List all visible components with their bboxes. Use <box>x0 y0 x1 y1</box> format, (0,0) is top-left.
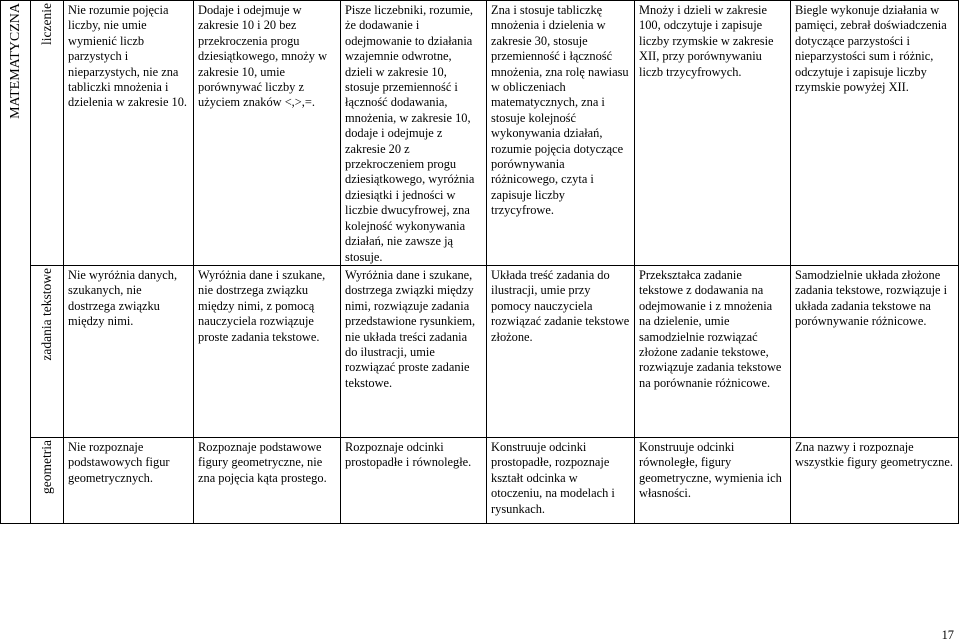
table-row <box>1 265 959 437</box>
grade-cell <box>487 265 635 437</box>
grade-cell <box>635 437 791 523</box>
cell-text: Rozpoznaje odcinki prostopadłe i równoległe. <box>345 439 472 470</box>
cell-text: Przekształca zadanie tekstowe z dodawania na odejmowanie i z mnożenia na dzielenie, umie samodzielnie rozwiązać złożone zadanie tekstowe, rozwiązuje zadania tekstowe na porównanie różnicowe. <box>639 267 782 390</box>
grade-cell <box>791 1 959 266</box>
grade-cell <box>341 265 487 437</box>
grade-cell <box>194 265 341 437</box>
cell-text: Nie wyróżnia danych, szukanych, nie dostrzega związku między nimi. <box>68 267 178 329</box>
grade-cell <box>64 265 194 437</box>
table-row <box>1 1 959 266</box>
cell-text: Układa treść zadania do ilustracji, umie przy pomocy nauczyciela rozwiązać zadanie tekstowe złożone. <box>491 267 630 344</box>
cell-text: Pisze liczebniki, rozumie, że dodawanie i odejmowanie to działania wzajemnie odwrotne, dzieli w zakresie 10, stosuje przemienność i łączność dodawania, mnożenia, w zakresie 10, dodaje i odejmuje z zakresie 20 z przekroczeniem progu dziesiątkowego, wyróżnia dziesiątki i jedności w liczbie dwucyfrowej, zna kolejność wykonywania działań, nie zawsze ją stosuje. <box>345 3 475 264</box>
grade-cell <box>341 437 487 523</box>
grade-cell <box>487 1 635 266</box>
grade-cell <box>635 1 791 266</box>
section-label: geometria <box>39 439 55 494</box>
section-cell-liczenie <box>31 1 64 266</box>
cell-text: Zna nazwy i rozpoznaje wszystkie figury geometryczne. <box>795 439 953 470</box>
page-number: 17 <box>941 628 954 642</box>
cell-text: Dodaje i odejmuje w zakresie 10 i 20 bez przekroczenia progu dziesiątkowego, mnoży w zakresie 10, umie porównywać liczby z użyciem znaków <,>,=. <box>198 3 328 110</box>
section-cell-geometria <box>31 437 64 523</box>
cell-text: Nie rozumie pojęcia liczby, nie umie wymienić liczb parzystych i nieparzystych, nie zna tabliczki mnożenia i dzielenia w zakresie 10. <box>68 3 188 110</box>
section-cell-zadania-tekstowe <box>31 265 64 437</box>
subject-cell <box>1 1 31 524</box>
grade-cell <box>635 265 791 437</box>
grade-cell <box>791 437 959 523</box>
cell-text: Zna i stosuje tabliczkę mnożenia i dzielenia w zakresie 30, stosuje przemienność i łączność mnożenia, zna rolę nawiasu w obliczeniach matematycznych, zna i stosuje kolejność wykonywania działań, rozumie pojęcia dotyczące porównywania różnicowego, czyta i zapisuje liczby trzycyfrowe. <box>491 3 629 218</box>
grade-cell <box>341 1 487 266</box>
cell-text: Biegle wykonuje działania w pamięci, zebrał doświadczenia dotyczące parzystości i nieparzystości sum i różnic, odczytuje i zapisuje liczby rzymskie powyżej XII. <box>795 3 947 95</box>
section-label: zadania tekstowe <box>39 267 55 361</box>
table-row <box>1 437 959 523</box>
cell-text: Konstruuje odcinki prostopadłe, rozpoznaje kształt odcinka w otoczeniu, na modelach i rysunkach. <box>491 439 615 516</box>
grade-cell <box>194 437 341 523</box>
cell-text: Samodzielnie układa złożone zadania tekstowe, rozwiązuje i układa zadania tekstowe na porównywanie różnicowe. <box>795 267 948 329</box>
cell-text: Nie rozpoznaje podstawowych figur geometrycznych. <box>68 439 170 485</box>
grade-cell <box>791 265 959 437</box>
cell-text: Rozpoznaje podstawowe figury geometryczne, nie zna pojęcia kąta prostego. <box>198 439 327 485</box>
subject-label: MATEMATYCZNA <box>7 3 23 119</box>
cell-text: Wyróżnia dane i szukane, dostrzega związki między nimi, rozwiązuje zadania przedstawione rysunkiem, nie układa treści zadania do ilustracji, umie rozwiązać proste zadanie tekstowe. <box>345 267 476 390</box>
grade-cell <box>487 437 635 523</box>
section-label: liczenie <box>39 3 55 45</box>
grade-cell <box>64 437 194 523</box>
cell-text: Mnoży i dzieli w zakresie 100, odczytuje i zapisuje liczby rzymskie w zakresie XII, przy porównywaniu liczb trzycyfrowych. <box>639 3 774 79</box>
grade-cell <box>194 1 341 266</box>
cell-text: Wyróżnia dane i szukane, nie dostrzega związku między nimi, z pomocą nauczyciela rozwiązuje proste zadania tekstowe. <box>198 267 326 344</box>
grade-cell <box>64 1 194 266</box>
cell-text: Konstruuje odcinki równoległe, figury geometryczne, wymienia ich własności. <box>639 439 782 501</box>
